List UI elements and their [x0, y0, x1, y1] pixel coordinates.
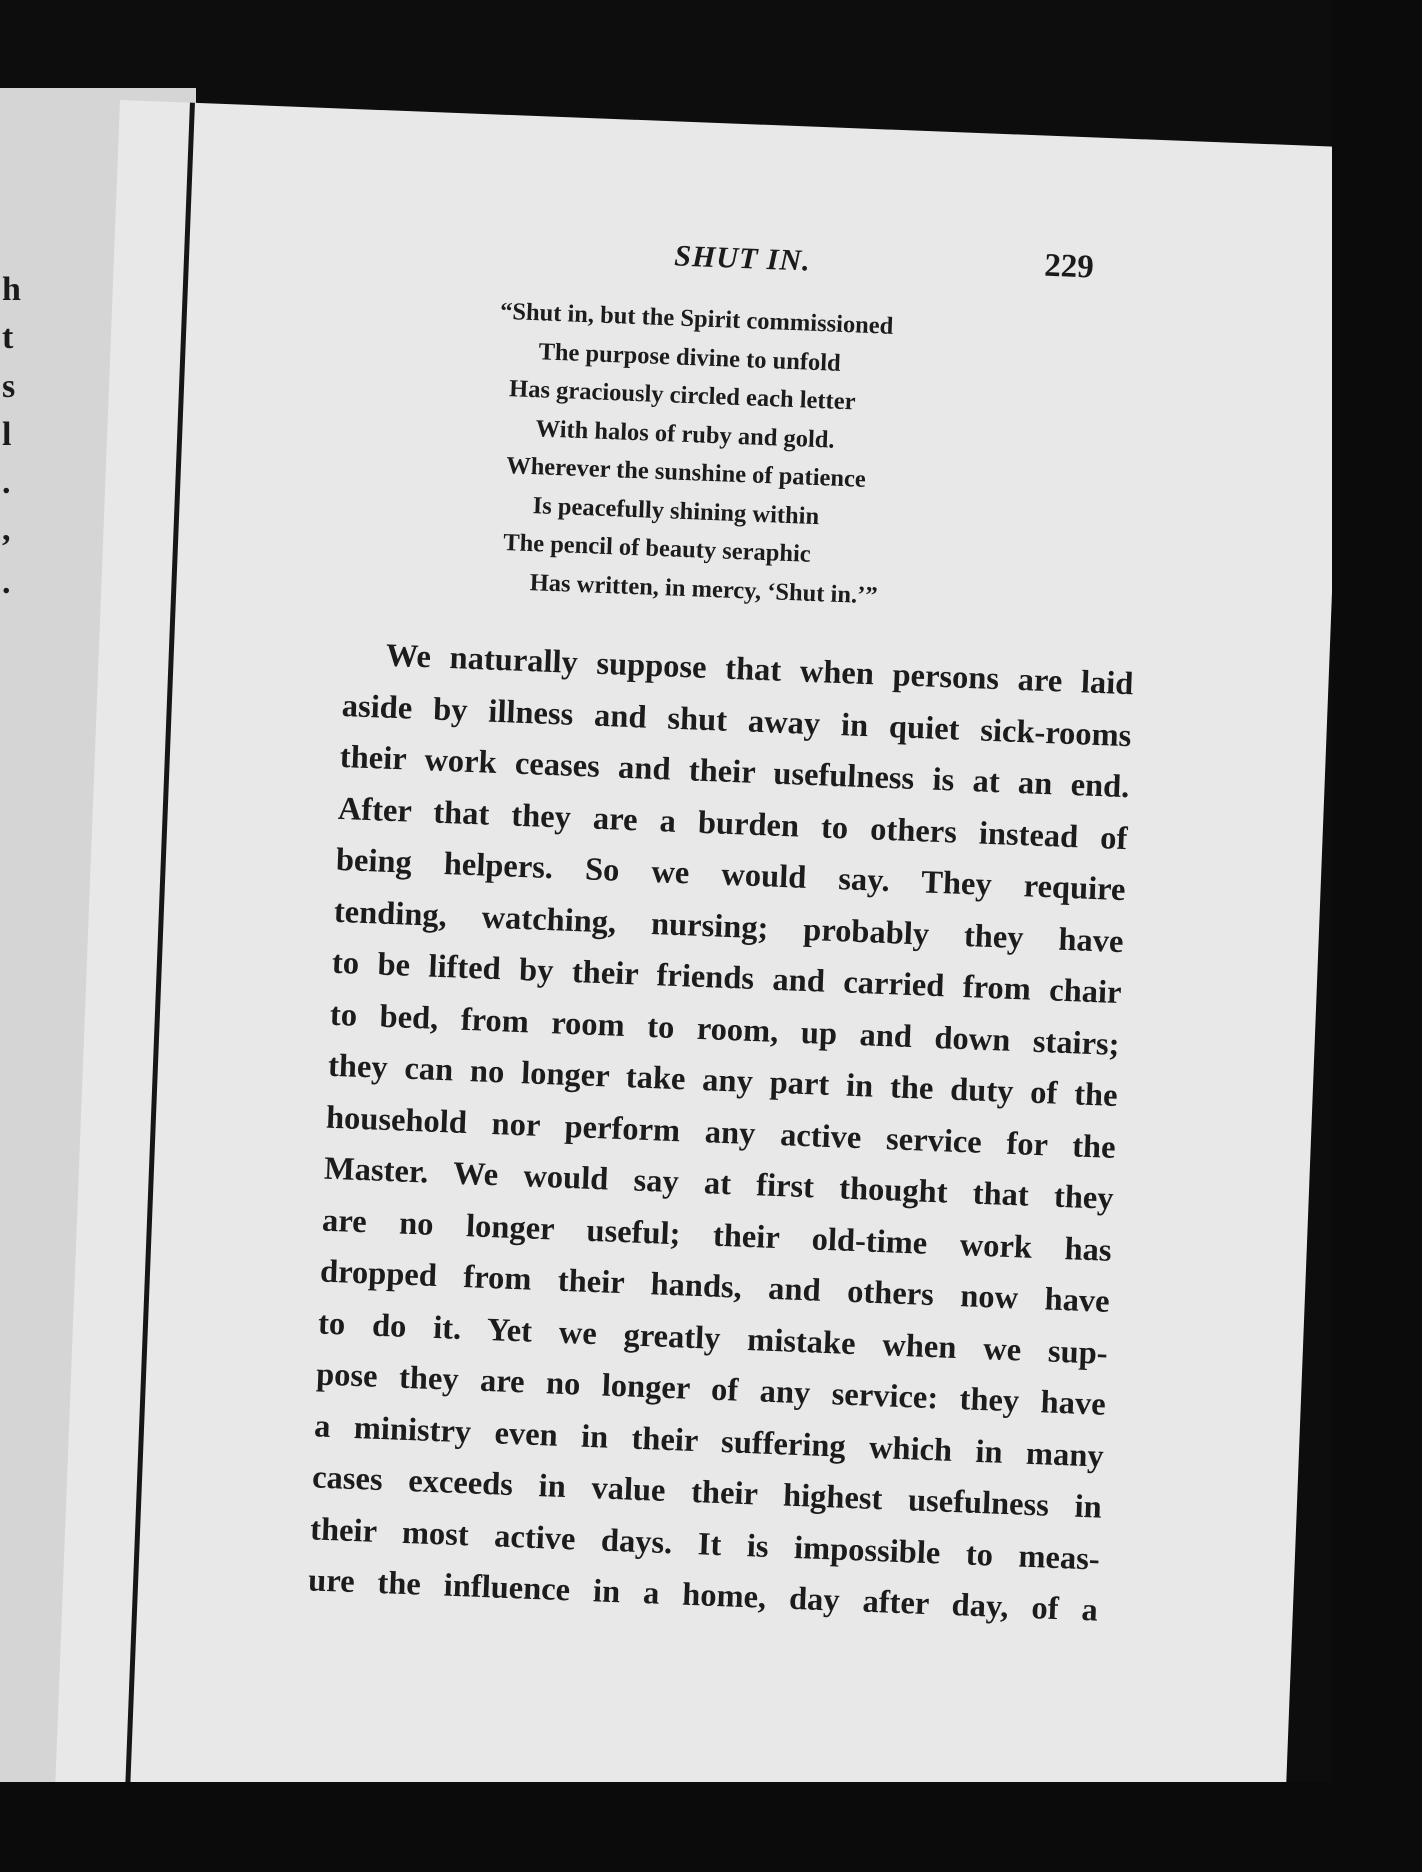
- running-head: SHUT IN.: [673, 239, 812, 278]
- text-line: their most active days. It is impossible to meas-: [309, 1510, 1101, 1578]
- poem-line: Is peacefully shining within: [532, 491, 820, 530]
- text-line: cases exceeds in value their highest usefulness in: [311, 1459, 1103, 1526]
- scan-border-bottom: [0, 1782, 1422, 1872]
- poem-line: “Shut in, but the Spirit commissioned: [499, 297, 894, 340]
- text-line: to bed, from room to room, up and down stairs;: [329, 996, 1121, 1063]
- left-page-fragment: t: [2, 319, 14, 356]
- poem-quotation: [501, 293, 1072, 622]
- left-page-fragment: s: [2, 368, 16, 405]
- poem-line: Has graciously circled each letter: [508, 375, 857, 416]
- text-line: being helpers. So we would say. They require: [335, 841, 1127, 909]
- left-page-fragment: h: [2, 271, 21, 308]
- page-gutter-edge: [125, 103, 195, 1802]
- text-line: aside by illness and shut away in quiet sick-rooms: [341, 687, 1133, 754]
- body-paragraph: [307, 629, 1134, 1637]
- book-page: [55, 100, 1349, 1846]
- text-line: to do it. Yet we greatly mistake when we sup-: [317, 1305, 1109, 1372]
- poem-line: The pencil of beauty seraphic: [502, 529, 812, 568]
- scan-border-right: [1332, 0, 1422, 1872]
- poem-line: With halos of ruby and gold.: [535, 414, 836, 454]
- text-line: their work ceases and their usefulness is at an end.: [339, 738, 1131, 806]
- page-number: 229: [1043, 247, 1095, 286]
- text-line: After that they are a burden to others instead of: [337, 790, 1129, 857]
- text-line: dropped from their hands, and others now have: [319, 1253, 1111, 1320]
- text-line: a ministry even in their suffering which in many: [313, 1407, 1105, 1475]
- text-line: pose they are no longer of any service: they have: [315, 1356, 1107, 1423]
- left-page-fragment: l: [2, 416, 12, 453]
- left-page-fragment: .: [2, 464, 11, 501]
- text-line: tending, watching, nursing; probably they have: [333, 893, 1125, 960]
- poem-line: Has written, in mercy, ‘Shut in.’”: [529, 568, 879, 609]
- text-line: are no longer useful; their old-time work has: [321, 1202, 1113, 1269]
- left-page-fragment: .: [2, 564, 11, 601]
- text-line: to be lifted by their friends and carried from chair: [331, 944, 1123, 1012]
- text-line: Master. We would say at first thought that they: [323, 1150, 1115, 1217]
- text-line: We naturally suppose that when persons are laid: [385, 637, 1135, 703]
- left-page-fragment: ,: [2, 511, 11, 548]
- poem-line: The purpose divine to unfold: [538, 337, 842, 377]
- text-line: they can no longer take any part in the duty of the: [327, 1047, 1119, 1115]
- text-line: ure the influence in a home, day after day, of a: [307, 1562, 1099, 1629]
- poem-line: Wherever the sunshine of patience: [505, 452, 867, 493]
- text-line: household nor perform any active service for the: [325, 1099, 1117, 1166]
